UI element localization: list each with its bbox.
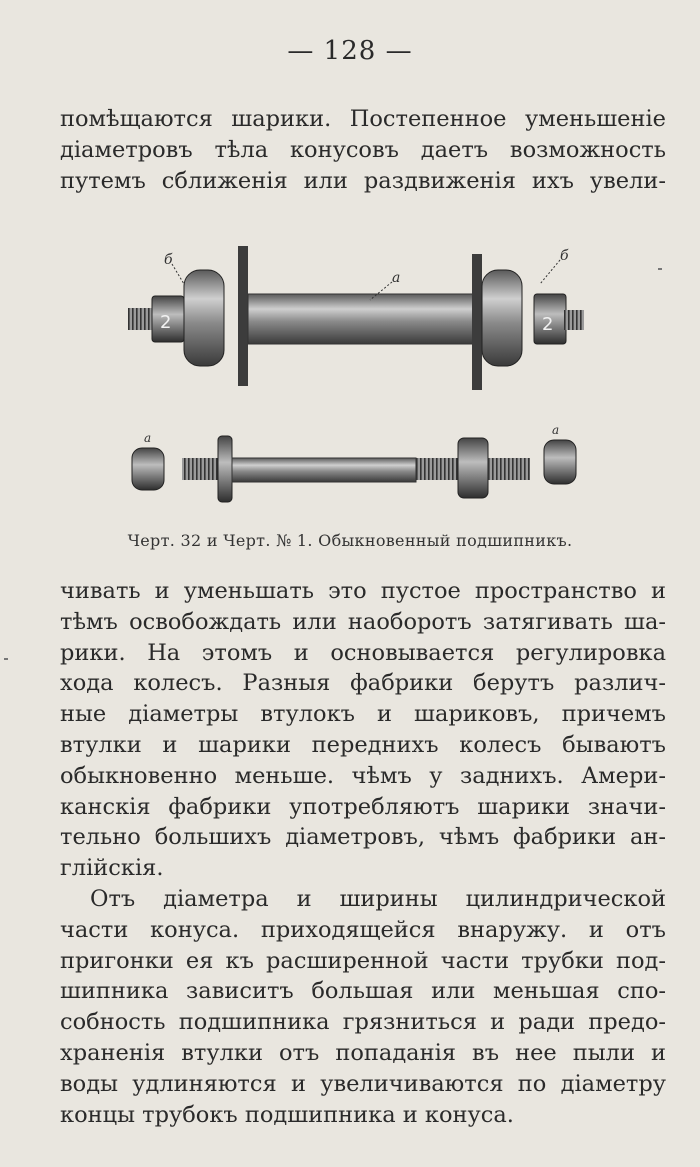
nut-number-left: 2 (160, 312, 172, 333)
text-line: пригонки ея къ расширенной части трубки под- (60, 947, 666, 974)
nut-number-right: 2 (542, 314, 554, 335)
bearing-illustration (120, 240, 590, 510)
label-b-left: б (164, 252, 173, 268)
right-thread (564, 310, 584, 330)
small-nut-left (132, 448, 164, 490)
label-a-left-small: а (144, 431, 152, 445)
right-flange (472, 254, 482, 390)
axle-assembly (132, 423, 576, 502)
text-line: шипника зависитъ большая или меньшая спо- (60, 978, 666, 1005)
axle-thread-mid (416, 458, 458, 480)
axle-thread-left (182, 458, 218, 480)
label-a-right-small: а (552, 423, 560, 437)
text-line: втулки и шарики переднихъ колесъ бываютъ (60, 731, 666, 758)
text-line: тѣмъ освобождать или наоборотъ затягивать ша- (60, 608, 666, 635)
text-line: діаметровъ тѣла конусовъ даетъ возможность (60, 136, 666, 163)
text-line: воды удлиняются и увеличиваются по діаметру (60, 1070, 666, 1097)
text-line: канскія фабрики употребляютъ шарики значи- (60, 793, 666, 820)
text-line: концы трубокъ подшипника и конуса. (60, 1101, 514, 1128)
margin-speck (4, 658, 8, 660)
label-b-right: б (560, 248, 569, 264)
text-line: помѣщаются шарики. Постепенное уменьшеніе (60, 106, 666, 132)
margin-speck (658, 268, 662, 270)
text-line: собность подшипника грязниться и ради предо- (60, 1009, 666, 1036)
bottom-paragraph (60, 576, 666, 1130)
text-line: тельно большихъ діаметровъ, чѣмъ фабрики ан- (60, 824, 666, 851)
axle-cone-left (218, 436, 232, 502)
text-line: ные діаметры втулокъ и шариковъ, причемъ (60, 701, 666, 728)
axle-cone-right (458, 438, 488, 498)
text-line: глійскія. (60, 855, 164, 882)
text-line: путемъ сближенія или раздвиженія ихъ увели- (60, 167, 666, 194)
axle-thread-right (488, 458, 530, 480)
small-nut-right (544, 440, 576, 484)
right-cone (482, 270, 522, 366)
page-number: — 128 — (287, 36, 413, 66)
text-line: части конуса. приходящейся внаружу. и отъ (60, 916, 666, 943)
text-line: чивать и уменьшать это пустое пространство и (60, 578, 666, 604)
label-a-center: а (392, 270, 401, 286)
text-line: обыкновенно меньше. чѣмъ у заднихъ. Амери- (60, 762, 666, 789)
text-line: рики. На этомъ и основывается регулировка (60, 639, 666, 666)
text-line: хода колесъ. Разныя фабрики берутъ различ- (60, 670, 666, 697)
left-flange (238, 246, 248, 386)
hub-barrel (248, 294, 474, 344)
left-cone (184, 270, 224, 366)
text-line: Отъ діаметра и ширины цилиндрической (90, 885, 666, 912)
text-line: храненія втулки отъ попаданія въ нее пыли и (60, 1039, 666, 1066)
top-paragraph (60, 104, 666, 196)
figure-caption: Черт. 32 и Черт. № 1. Обыкновенный подшипникъ. (127, 531, 573, 550)
hub-assembly (128, 246, 584, 390)
axle-shaft (232, 458, 416, 482)
